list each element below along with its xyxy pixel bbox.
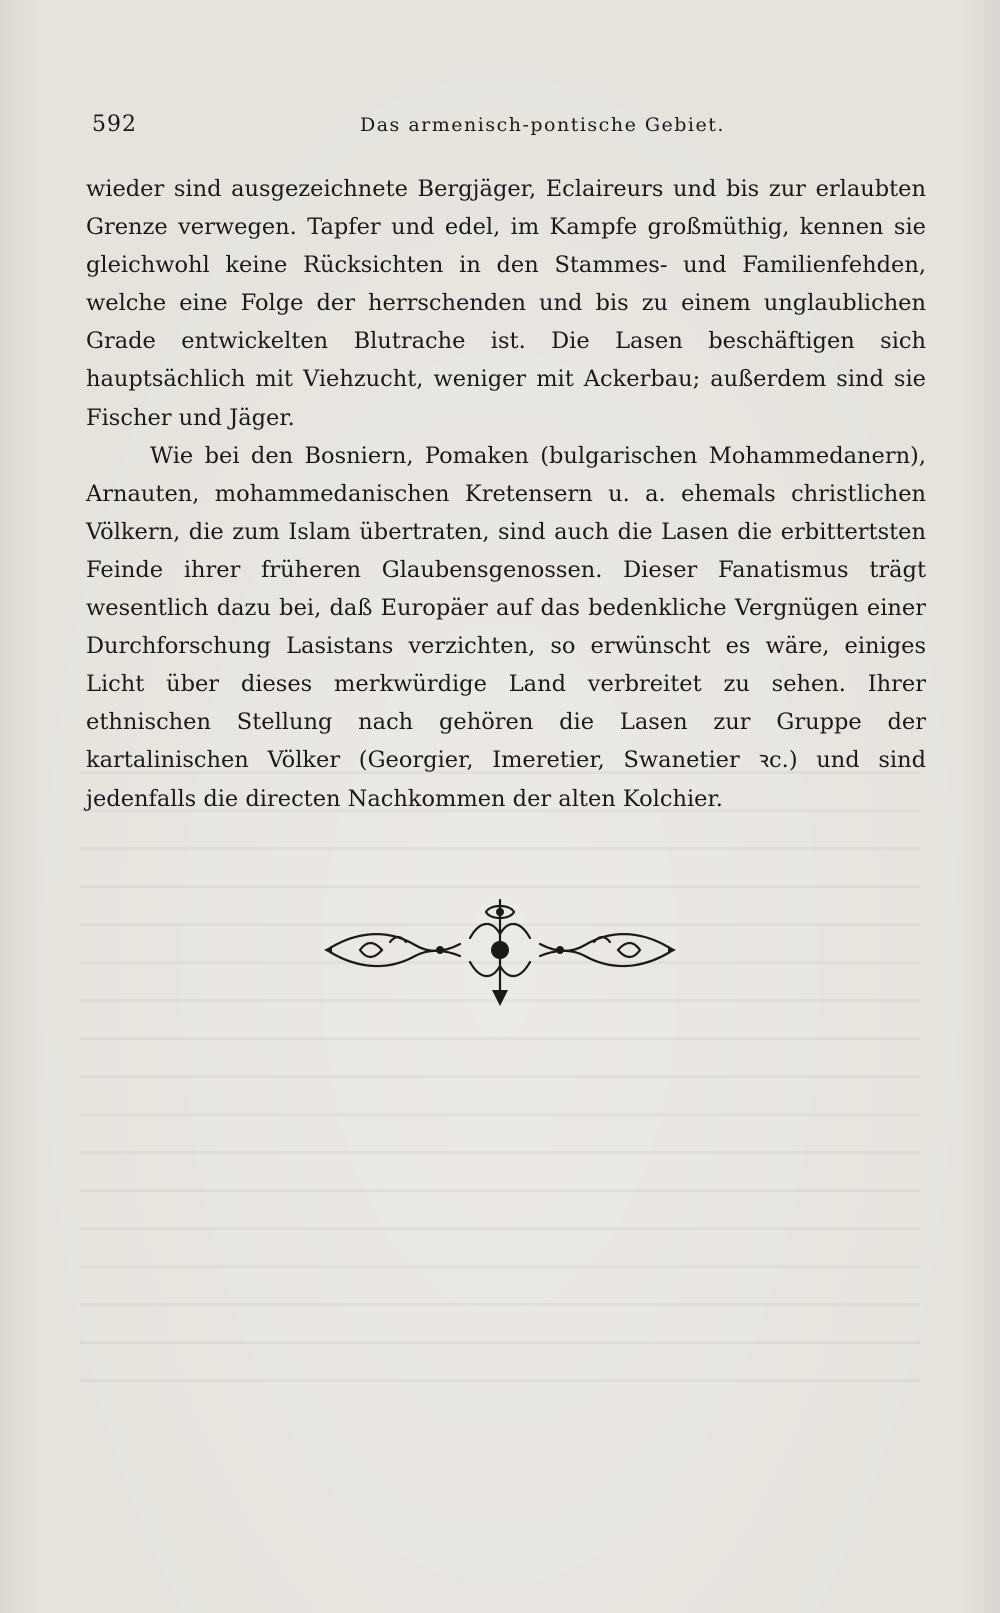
page-number: 592 — [92, 112, 137, 137]
paragraph-2: Wie bei den Bosniern, Pomaken (bulgarischen Mohammedanern), Arnauten, mohammedanischen Kretensern u. a. ehemals christlichen Völkern, die zum Islam übertraten, sind auch die Lasen die erbittertsten Feinde ihrer früheren Glaubensgenossen. Dieser Fanatismus trägt wesentlich dazu bei, daß Europäer auf das bedenkliche Vergnügen einer Durchforschung Lasistans verzichten, so erwünscht es wäre, einiges Licht über dieses merkwürdige Land verbreitet zu sehen. Ihrer ethnischen Stellung nach gehören die Lasen zur Gruppe der kartalinischen Völker (Georgier, Imeretier, Swanetier ꝛc.) und sind jedenfalls die directen Nachkommen der alten Kolchier. — [86, 442, 926, 812]
running-head — [92, 112, 922, 142]
show-through-text — [80, 745, 920, 1415]
body-text — [86, 170, 926, 818]
paragraph-1: wieder sind ausgezeichnete Bergjäger, Eclaireurs und bis zur erlaubten Grenze verwegen. Tapfer und edel, im Kampfe großmüthig, kennen sie gleichwohl keine Rücksichten in den Stammes- und Familienfehden, welche eine Folge der herrschenden und bis zu einem unglaublichen Grade entwickelten Blutrache ist. Die Lasen beschäftigen sich hauptsächlich mit Viehzucht, weniger mit Ackerbau; außerdem sind sie Fischer und Jäger. — [86, 176, 926, 431]
running-title: Das armenisch-pontische Gebiet. — [360, 114, 725, 136]
ornament-vignette — [320, 890, 680, 1010]
